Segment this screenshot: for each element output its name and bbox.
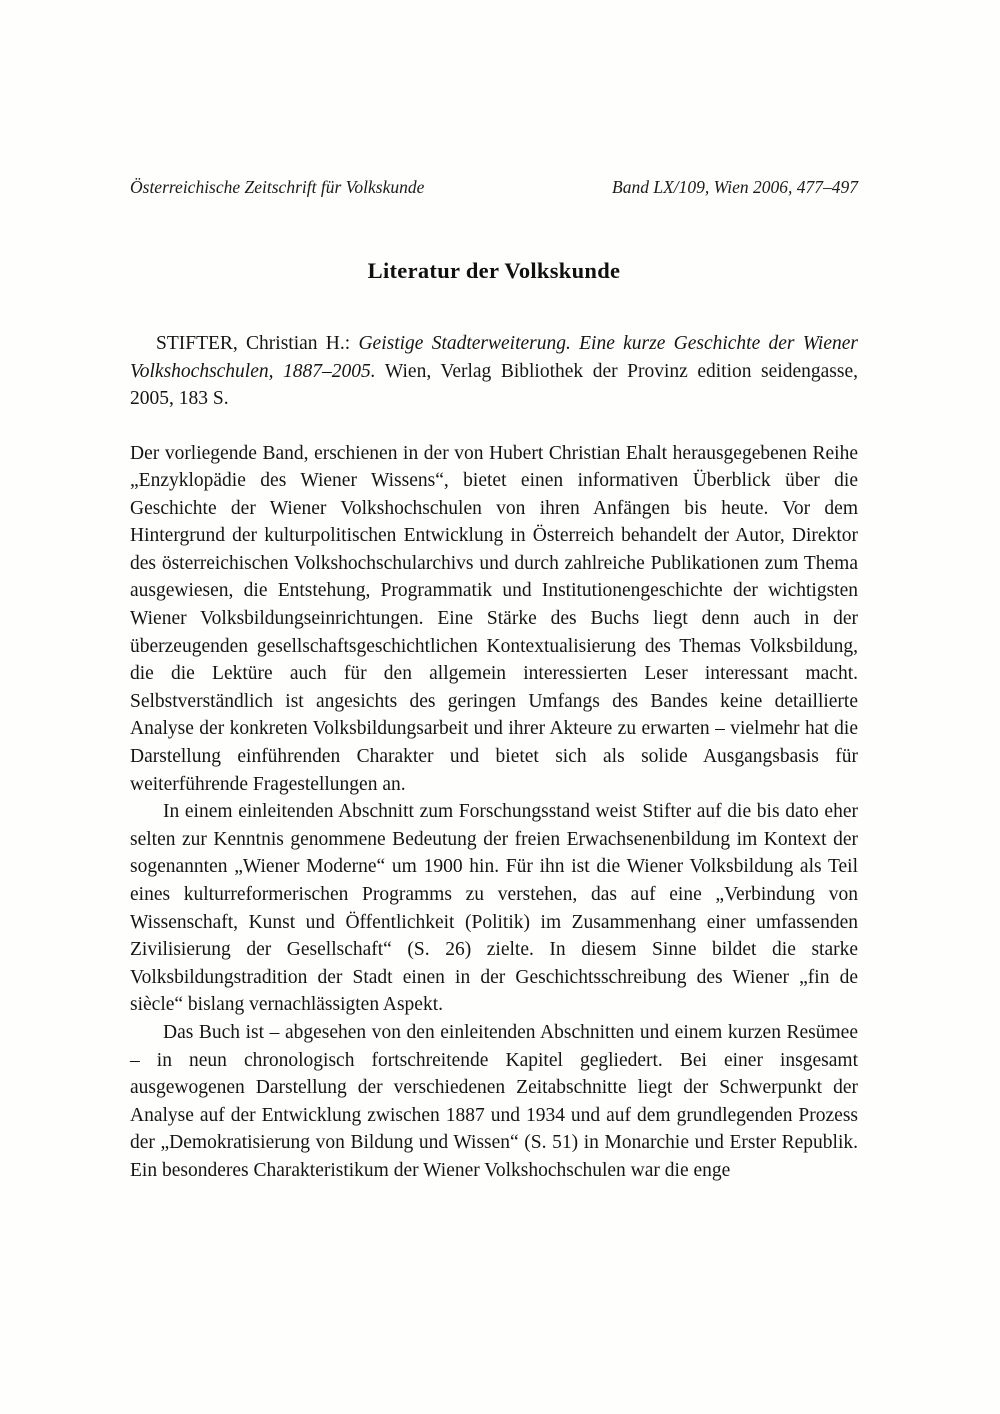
running-header xyxy=(130,176,858,198)
body-paragraph: Das Buch ist – abgesehen von den einleitenden Abschnitten und einem kurzen Resümee – in neun chronologisch fortschreitende Kapitel gegliedert. Bei einer insgesamt ausgewogenen Darstellung der verschiedenen Zeitabschnitte liegt der Schwerpunkt der Analyse auf der Entwicklung zwischen 1887 und 1934 und auf dem grundlegenden Prozess der „Demokratisierung von Bildung und Wissen“ (S. 51) in Monarchie und Erster Republik. Ein besonderes Charakteristikum der Wiener Volkshochschulen war die enge xyxy=(130,1021,858,1181)
issue-info: Band LX/109, Wien 2006, 477–497 xyxy=(612,177,858,197)
review-body xyxy=(130,440,858,1185)
reference-publisher: Wien, Verlag Bibliothek der Provinz edition seidengasse, 2005, 183 S. xyxy=(130,360,858,409)
reference-book-title: Geistige Stadterweiterung. Eine kurze Geschichte der Wiener Volkshochschulen, 1887–2005. xyxy=(130,333,858,382)
text-block xyxy=(130,0,858,1185)
body-paragraph: In einem einleitenden Abschnitt zum Forschungsstand weist Stifter auf die bis dato eher selten zur Kenntnis genommene Bedeutung der freien Erwachsenenbildung im Kontext der sogenannten „Wiener Moderne“ um 1900 hin. Für ihn ist die Wiener Volksbildung als Teil eines kulturreformerischen Programms zu verstehen, das auf eine „Verbindung von Wissenschaft, Kunst und Öffentlichkeit (Politik) im Zusammenhang einer umfassenden Zivilisierung der Gesellschaft“ (S. 26) zielte. In diesem Sinne bildet die starke Volksbildungstradition der Stadt einen in der Geschichtsschreibung des Wiener „fin de siècle“ bislang vernachlässigten Aspekt. xyxy=(130,801,858,1016)
book-reference xyxy=(130,330,858,413)
journal-title: Österreichische Zeitschrift für Volkskunde xyxy=(130,177,425,197)
page-title: Literatur der Volkskunde xyxy=(367,258,621,283)
body-paragraph: Der vorliegende Band, erschienen in der von Hubert Christian Ehalt herausgegebenen Reihe „Enzyklopädie des Wiener Wissens“, bietet einen informativen Überblick über die Geschichte der Wiener Volkshochschulen von ihren Anfängen bis heute. Vor dem Hintergrund der kulturpolitischen Entwicklung in Österreich behandelt der Autor, Direktor des österreichischen Volkshochschularchivs und durch zahlreiche Publikationen zum Thema ausgewiesen, die Entstehung, Programmatik und Institutionengeschichte der wichtigsten Wiener Volksbildungseinrichtungen. Eine Stärke des Buchs liegt denn auch in der überzeugenden gesellschaftsgeschichtlichen Kontextualisierung des Themas Volksbildung, die die Lektüre auch für den allgemein interessierten Leser interessant macht. Selbstverständlich ist angesichts des geringen Umfangs des Bandes keine detaillierte Analyse der konkreten Volksbildungsarbeit und ihrer Akteure zu erwarten – vielmehr hat die Darstellung einführenden Charakter und bietet sich als solide Ausgangsbasis für weiterführende Fragestellungen an. xyxy=(130,442,858,795)
reference-author: STIFTER, Christian H.: xyxy=(156,333,359,354)
